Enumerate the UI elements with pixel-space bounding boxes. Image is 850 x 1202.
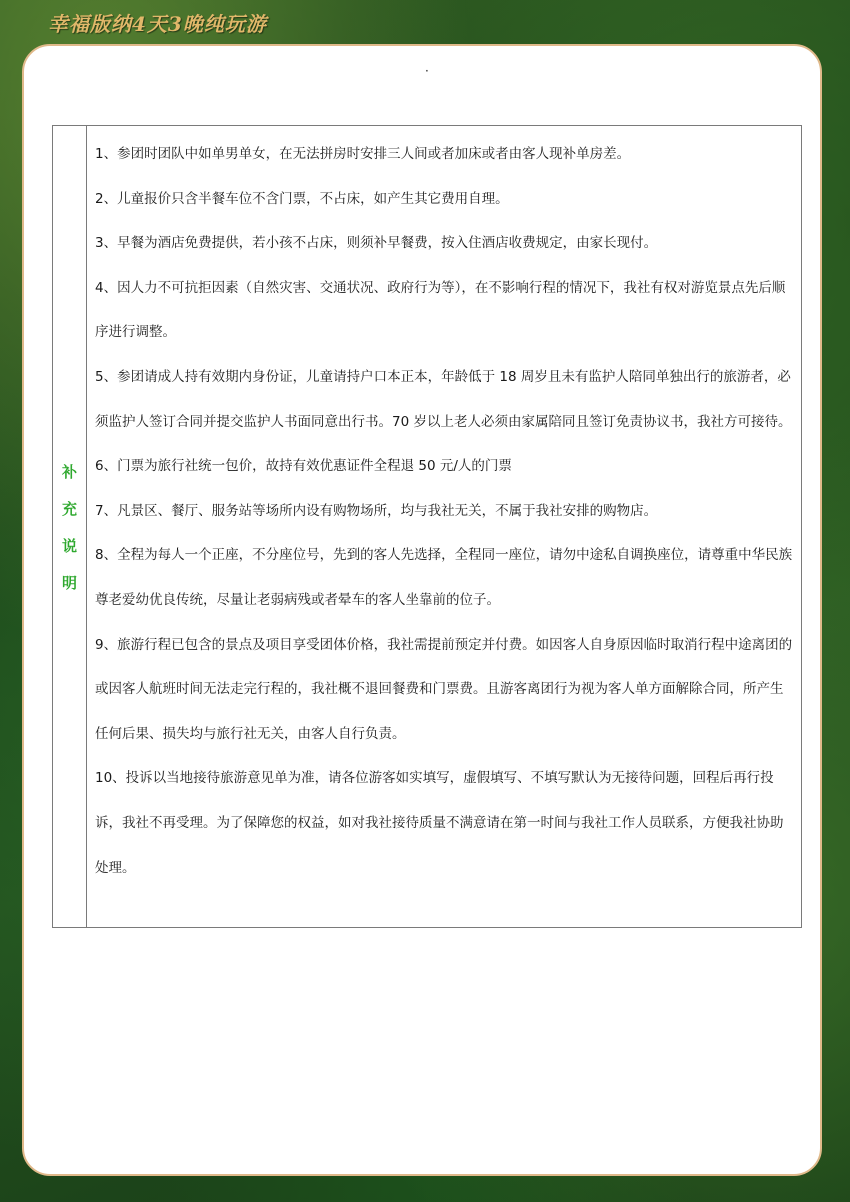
- note-item-8: 8、全程为每人一个正座，不分座位号，先到的客人先选择，全程同一座位，请勿中途私自调换座位，请尊重中华民族尊老爱幼优良传统，尽量让老弱病残或者晕车的客人坐靠前的位子。: [95, 547, 793, 608]
- supplementary-notes-table: [52, 125, 802, 928]
- note-item-2: 2、儿童报价只含半餐车位不含门票，不占床，如产生其它费用自理。: [95, 190, 509, 207]
- note-item-1: 1、参团时团队中如单男单女，在无法拼房时安排三人间或者加床或者由客人现补单房差。: [95, 146, 631, 162]
- content-panel: [22, 44, 822, 1176]
- note-item-9: 9、旅游行程已包含的景点及项目享受团体价格，我社需提前预定并付费。如因客人自身原因临时取消行程中途离团的或因客人航班时间无法走完行程的，我社概不退回餐费和门票费。且游客离团行为视为客人单方面解除合同，所产生任何后果、损失均与旅行社无关，由客人自行负责。: [95, 636, 793, 742]
- side-label: [53, 126, 87, 927]
- brand-title: 幸福版纳4天3晚纯玩游: [48, 12, 267, 36]
- note-item-10: 10、投诉以当地接待旅游意见单为准，请各位游客如实填写，虚假填写、不填写默认为无接待问题，回程后再行投诉，我社不再受理。为了保障您的权益，如对我社接待质量不满意请在第一时间与我社工作人员联系，方便我社协助处理。: [95, 770, 784, 876]
- page-dot: ·: [425, 64, 429, 78]
- side-label-char: 补: [61, 462, 77, 481]
- note-item-6: 6、门票为旅行社统一包价，故持有效优惠证件全程退 50 元/人的门票: [95, 458, 512, 475]
- note-item-5: 5、参团请成人持有效期内身份证，儿童请持户口本正本，年龄低于 18 周岁且未有监护人陪同单独出行的旅游者，必须监护人签订合同并提交监护人书面同意出行书。70 岁以上老人必须由家属陪同且签订免责协议书，我社方可接待。: [95, 368, 792, 430]
- note-item-7: 7、凡景区、餐厅、服务站等场所内设有购物场所，均与我社无关，不属于我社安排的购物店。: [95, 502, 658, 519]
- notes-content: [87, 126, 801, 927]
- note-item-3: 3、早餐为酒店免费提供，若小孩不占床，则须补早餐费，按入住酒店收费规定，由家长现付。: [95, 235, 658, 252]
- side-label-char: 充: [61, 499, 77, 518]
- note-item-4: 4、因人力不可抗拒因素（自然灾害、交通状况、政府行为等），在不影响行程的情况下，我社有权对游览景点先后顺序进行调整。: [95, 279, 786, 341]
- side-label-char: 说: [61, 536, 77, 555]
- side-label-char: 明: [61, 573, 77, 592]
